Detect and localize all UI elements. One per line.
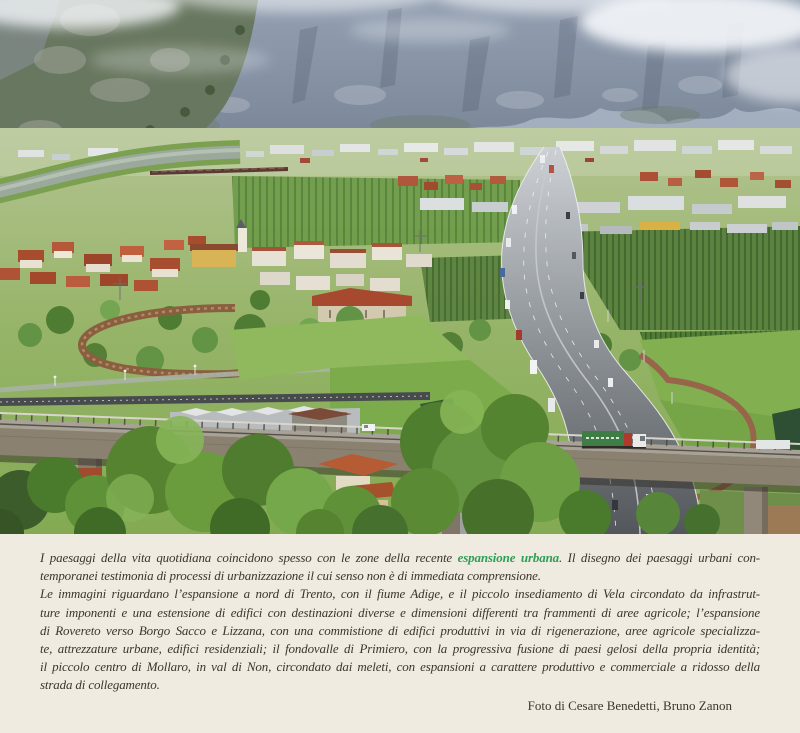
photo-credit: Foto di Cesare Benedetti, Bruno Zanon [527,697,732,713]
caption-line-5: di Rovereto verso Borgo Sacco e Lizzana, con una commistione di edifici produttivi in via di rigenerazione, aree agricole specializza- [40,622,760,638]
caption-panel [0,534,800,714]
caption-line-8: strada di collegamento. [40,677,160,693]
caption-line-2: temporanei testimonia di processi di urbanizzazione il cui senso non è di immediata comprensione. [40,568,541,584]
caption-line1-pre: I paesaggi della vita quotidiana coincidono spesso con le zone della recente [40,550,458,565]
caption-line1-post: . Il disegno dei paesaggi urbani con- [559,550,760,565]
caption-line-6: te, attrezzature urbane, edifici residenziali; il fondovalle di Primiero, con la progressiva fusione di paesi gelosi della propria identità; [40,641,760,657]
caption-line-1 [40,549,760,567]
caption-line-4: ture imponenti e una estensione di edifici con destinazioni diverse e dimensioni differenti tra frammenti di aree agricole; l’espansione [40,604,760,620]
caption-highlight-espansione-urbana: espansione urbana [457,550,560,565]
caption-line-3: Le immagini riguardano l’espansione a nord di Trento, con il fiume Adige, e il piccolo insediamento di Vela circondato da infrastrut- [40,586,760,602]
caption-line-7: il piccolo centro di Mollaro, in val di Non, circondato dai meleti, con espansioni a carattere produttivo e commerciale a ridosso della [40,659,760,675]
caption-text [40,549,760,695]
